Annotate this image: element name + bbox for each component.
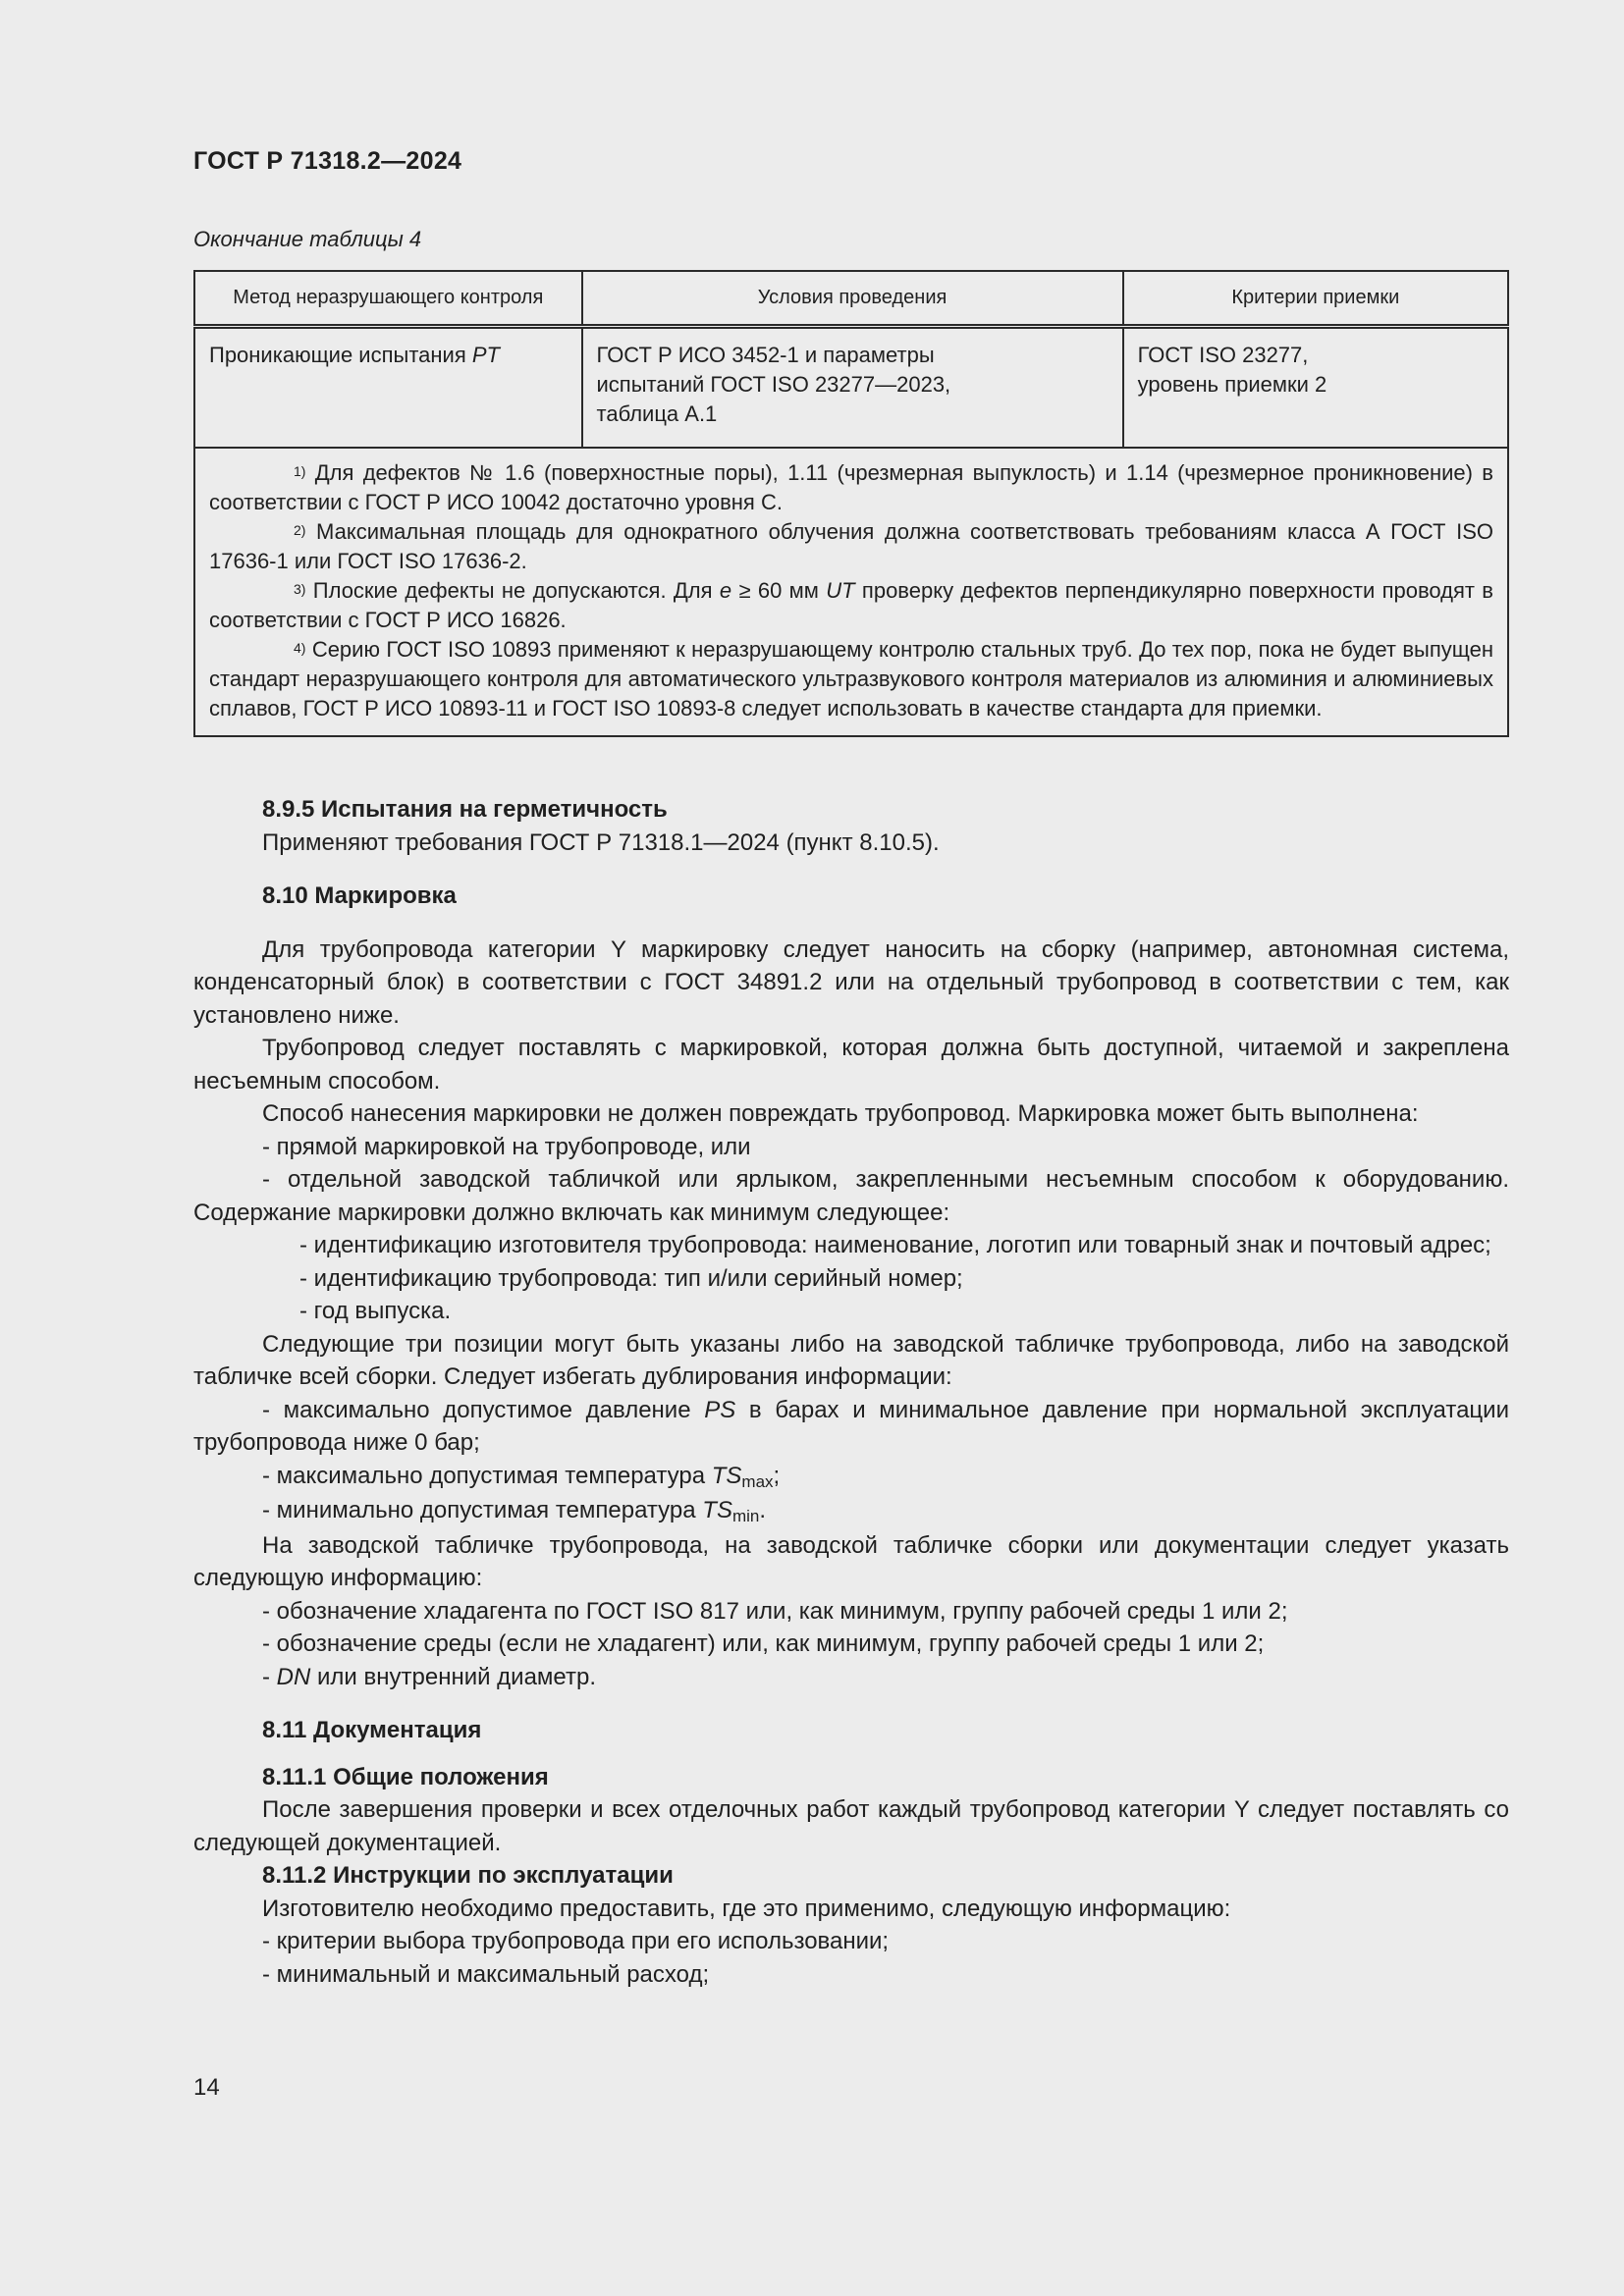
- table-header-row: [194, 271, 1508, 327]
- footnote-3: $^{3)}$ Плоские дефекты не допускаются. Для e ≥ 60 мм UT проверку дефектов перпендикулярно поверхности проводят в соответствии с ГОСТ Р ИСО 16826.: [209, 578, 1493, 632]
- section-title-8-9-5: 8.9.5 Испытания на герметичность: [262, 796, 668, 823]
- table-notes-row: [194, 448, 1508, 736]
- paragraph: Изготовителю необходимо предоставить, где это применимо, следующую информацию:: [262, 1895, 1231, 1922]
- cell-conditions: ГОСТ Р ИСО 3452-1 и параметры испытаний ГОСТ ISO 23277—2023, таблица А.1: [582, 327, 1123, 449]
- table-footnotes: [194, 448, 1508, 736]
- list-item: - минимально допустимая температура $TS_{min}$.: [262, 1497, 767, 1525]
- footnote-1: $^{1)}$ Для дефектов № 1.6 (поверхностные поры), 1.11 (чрезмерная выпуклость) и 1.14 (чрезмерное проникновение) в соответствии с ГОСТ Р ИСО 10042 достаточно уровня С.: [209, 460, 1493, 514]
- list-item: - идентификацию изготовителя трубопровода: наименование, логотип или товарный знак и почтовый адрес;: [299, 1232, 1491, 1258]
- list-item: - год выпуска.: [299, 1298, 452, 1324]
- list-item: - критерии выбора трубопровода при его использовании;: [262, 1928, 890, 1954]
- list-item: - обозначение хладагента по ГОСТ ISO 817 или, как минимум, группу рабочей среды 1 или 2;: [262, 1597, 1288, 1625]
- list-item: - отдельной заводской табличкой или ярлыком, закрепленными несъемным способом к оборудованию. Содержание маркировки должно включать как минимум следующее:: [193, 1166, 1509, 1226]
- paragraph: Трубопровод следует поставлять с маркировкой, которая должна быть доступной, читаемой и закреплена несъемным способом.: [193, 1035, 1509, 1095]
- footnote-4: $^{4)}$ Серию ГОСТ ISO 10893 применяют к неразрушающему контролю стальных труб. До тех пор, пока не будет выпущен стандарт неразрушающего контроля для автоматического ультразвукового контроля материалов из алюминия и алюминиевых сплавов, ГОСТ Р ИСО 10893-11 и ГОСТ ISO 10893-8 следует использовать в качестве стандарта для приемки.: [209, 637, 1493, 721]
- page-number: 14: [193, 2074, 220, 2101]
- cell-method: Проникающие испытания PT: [194, 327, 582, 449]
- list-item: - минимальный и максимальный расход;: [262, 1960, 710, 1988]
- paragraph: После завершения проверки и всех отделочных работ каждый трубопровод категории Y следует поставлять со следующей документацией.: [193, 1796, 1509, 1856]
- table-caption: Окончание таблицы 4: [193, 227, 422, 251]
- list-item: - максимально допустимая температура $TS_{max}$;: [262, 1462, 781, 1491]
- list-item: - прямой маркировкой на трубопроводе, или: [262, 1133, 751, 1160]
- list-item: - обозначение среды (если не хладагент) или, как минимум, группу рабочей среды 1 или 2;: [262, 1630, 1265, 1657]
- footnote-2: $^{2)}$ Максимальная площадь для однократного облучения должна соответствовать требованиям класса А ГОСТ ISO 17636-1 или ГОСТ ISO 17636-2.: [209, 519, 1493, 573]
- list-item: - максимально допустимое давление PS в барах и минимальное давление при нормальной эксплуатации трубопровода ниже 0 бар;: [193, 1396, 1509, 1456]
- list-item: - DN или внутренний диаметр.: [262, 1663, 596, 1690]
- paragraph: На заводской табличке трубопровода, на заводской табличке сборки или документации следует указать следующую информацию:: [193, 1531, 1509, 1591]
- list-item: - идентификацию трубопровода: тип и/или серийный номер;: [299, 1264, 963, 1292]
- paragraph: Способ нанесения маркировки не должен повреждать трубопровод. Маркировка может быть выполнена:: [262, 1100, 1419, 1127]
- cell-criteria: ГОСТ ISO 23277, уровень приемки 2: [1123, 327, 1508, 449]
- table-row: [194, 327, 1508, 449]
- column-header-conditions: Условия проведения: [582, 271, 1123, 327]
- section-title-8-11-2: 8.11.2 Инструкции по эксплуатации: [262, 1862, 674, 1889]
- body-text: [193, 793, 1509, 1991]
- section-title-8-10: 8.10 Маркировка: [262, 882, 457, 909]
- paragraph: Применяют требования ГОСТ Р 71318.1—2024 (пункт 8.10.5).: [262, 828, 940, 856]
- column-header-criteria: Критерии приемки: [1123, 271, 1508, 327]
- paragraph: Для трубопровода категории Y маркировку следует наносить на сборку (например, автономная система, конденсаторный блок) в соответствии с ГОСТ 34891.2 или на отдельный трубопровод в соответствии с тем, как установлено ниже.: [193, 935, 1509, 1029]
- section-title-8-11-1: 8.11.1 Общие положения: [262, 1763, 549, 1790]
- column-header-method: Метод неразрушающего контроля: [194, 271, 582, 327]
- table-4: [193, 270, 1509, 737]
- page-header: ГОСТ Р 71318.2—2024: [193, 147, 462, 175]
- paragraph: Следующие три позиции могут быть указаны либо на заводской табличке трубопровода, либо на заводской табличке всей сборки. Следует избегать дублирования информации:: [193, 1330, 1509, 1390]
- section-title-8-11: 8.11 Документация: [262, 1717, 482, 1743]
